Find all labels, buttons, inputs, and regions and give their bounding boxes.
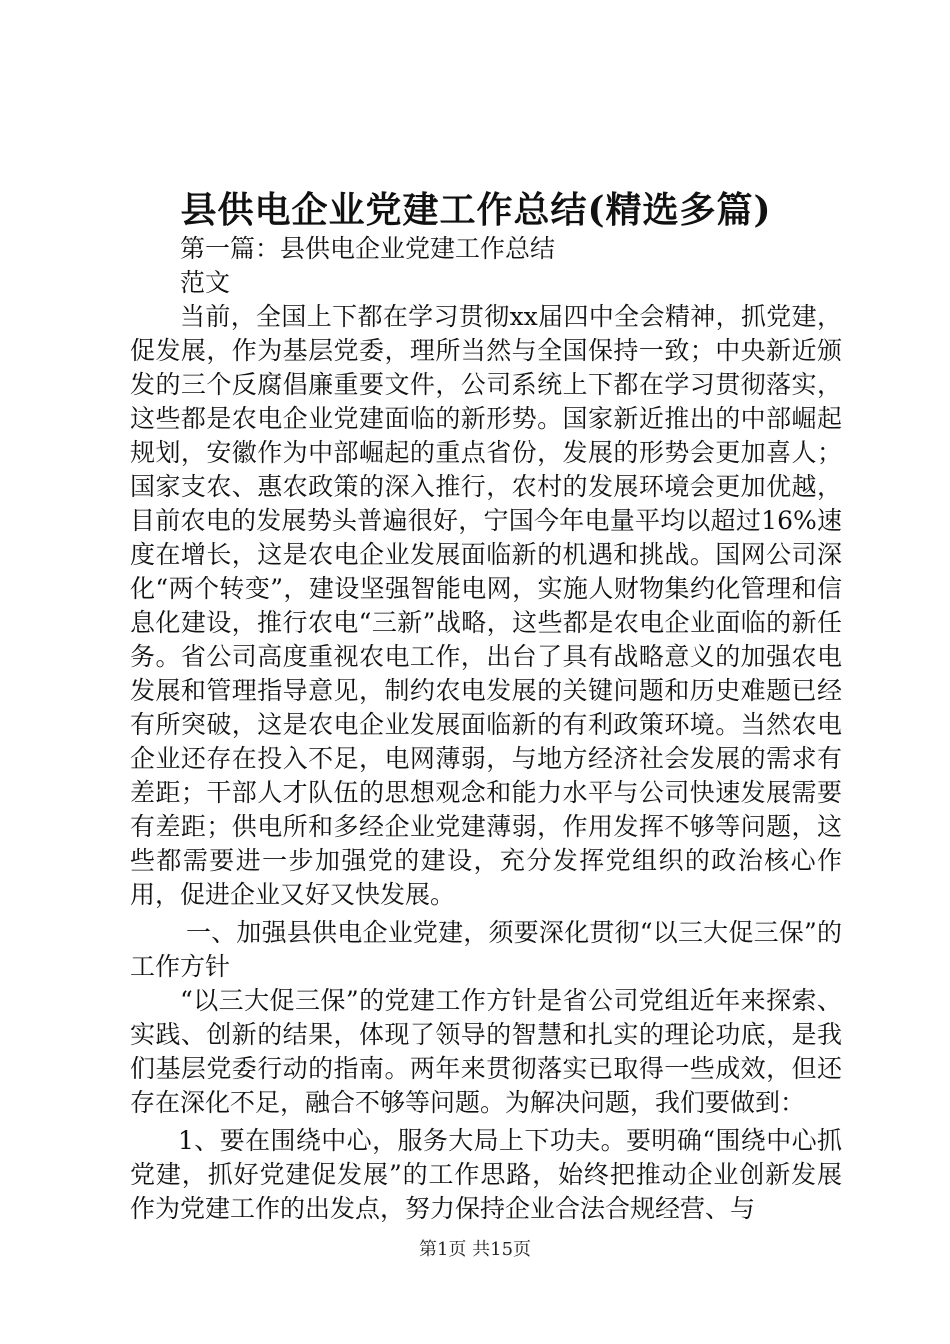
section-heading-1: 一、加强县供电企业党建，须要深化贯彻“以三大促三保”的工作方针 — [130, 918, 842, 981]
document-title: 县供电企业党建工作总结(精选多篇) — [180, 189, 772, 231]
chapter-heading: 第一篇：县供电企业党建工作总结 — [180, 234, 556, 263]
page-footer: 第1页 共15页 — [418, 1239, 532, 1260]
document-body — [130, 232, 842, 1226]
paragraph-intro: 当前，全国上下都在学习贯彻xx届四中全会精神，抓党建，促发展，作为基层党委，理所当然与全国保持一致；中央新近颁发的三个反腐倡廉重要文件，公司系统上下都在学习贯彻落实，这些都是农电企业党建面临的新形势。国家新近推出的中部崛起规划，安徽作为中部崛起的重点省份，发展的形势会更加喜人；国家支农、惠农政策的深入推行，农村的发展环境会更加优越，目前农电的发展势头普遍很好，宁国今年电量平均以超过16%速度在增长，这是农电企业发展面临新的机遇和挑战。国网公司深化“两个转变”，建设坚强智能电网，实施人财物集约化管理和信息化建设，推行农电“三新”战略，这些都是农电企业面临的新任务。省公司高度重视农电工作，出台了具有战略意义的加强农电发展和管理指导意见，制约农电发展的关键问题和历史难题已经有所突破，这是农电企业发展面临新的有利政策环境。当然农电企业还存在投入不足，电网薄弱，与地方经济社会发展的需求有差距；干部人才队伍的思想观念和能力水平与公司快速发展需要有差距；供电所和多经企业党建薄弱，作用发挥不够等问题，这些都需要进一步加强党的建设，充分发挥党组织的政治核心作用，促进企业又好又快发展。 — [130, 302, 842, 909]
chapter-heading-continued: 范文 — [180, 268, 231, 297]
paragraph-item-1: 1、要在围绕中心，服务大局上下功夫。要明确“围绕中心抓党建，抓好党建促发展”的工作思路，始终把推动企业创新发展作为党建工作的出发点，努力保持企业合法合规经营、与 — [130, 1126, 842, 1223]
paragraph-section-1: “以三大促三保”的党建工作方针是省公司党组近年来探索、实践、创新的结果，体现了领导的智慧和扎实的理论功底，是我们基层党委行动的指南。两年来贯彻落实已取得一些成效，但还存在深化不足，融合不够等问题。为解决问题，我们要做到： — [130, 986, 842, 1117]
